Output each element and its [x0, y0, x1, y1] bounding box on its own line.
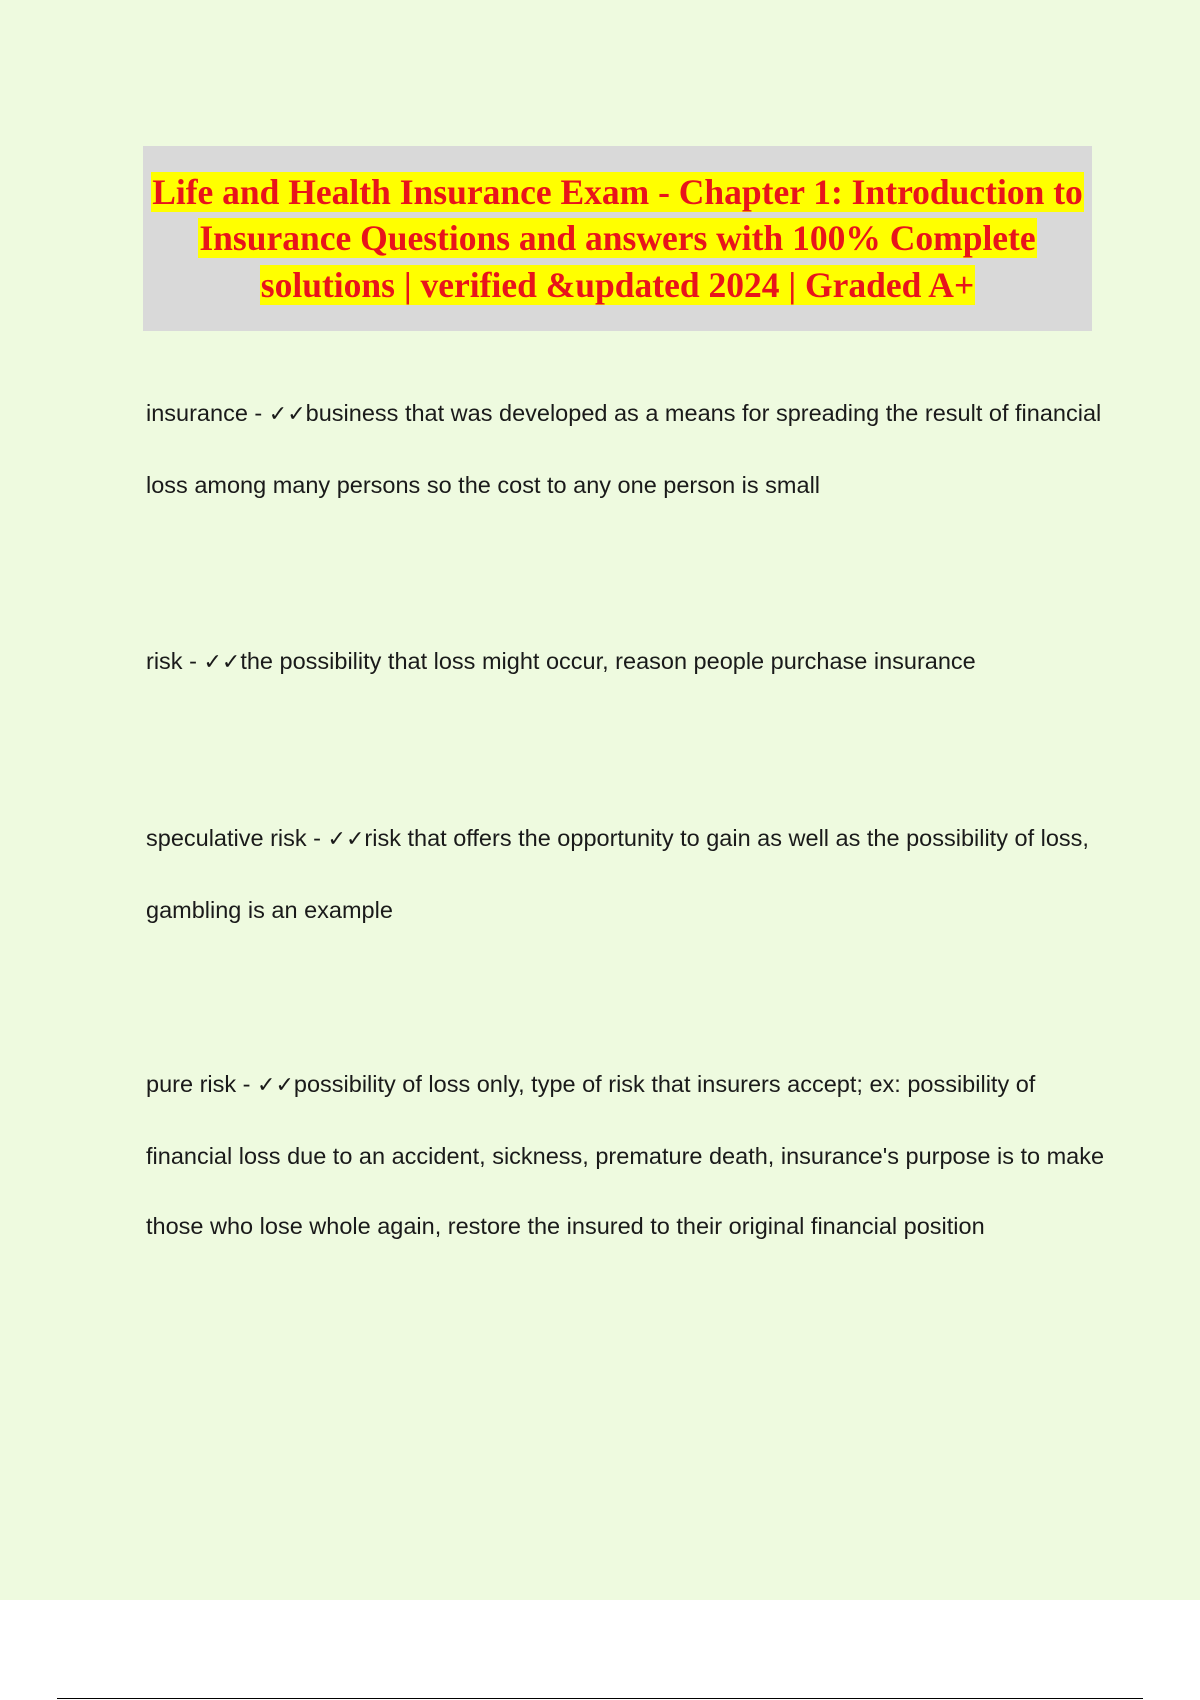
entry-term: pure risk — [146, 1071, 237, 1097]
entry-definition: business that was developed as a means for spreading the result of financial loss among many persons so the cost to any one person is small — [146, 400, 1102, 498]
footer-rule — [57, 1698, 1143, 1699]
entry-separator: - — [247, 400, 269, 426]
entry-term: risk — [146, 648, 183, 674]
double-check-icon: ✓✓ — [268, 402, 306, 427]
document-title — [145, 169, 1090, 309]
entry-definition: possibility of loss only, type of risk that insurers accept; ex: possibility of financial loss due to an accident, sickness, premature death, insurance's purpose is to make those who lose whole again, restore the insured to their original financial position — [146, 1071, 1105, 1239]
entry-definition: risk that offers the opportunity to gain as well as the possibility of loss, gambling is an example — [146, 825, 1089, 923]
flashcard-entry — [146, 1049, 1106, 1261]
flashcard-entry — [146, 803, 1106, 945]
document-title-text: Life and Health Insurance Exam - Chapter 1: Introduction to Insurance Questions and answers with 100% Complete solutions | verified &updated 2024 | Graded A+ — [152, 171, 1083, 305]
flashcard-entry — [146, 626, 1106, 698]
entry-separator: - — [182, 648, 204, 674]
entry-separator: - — [236, 1071, 258, 1097]
double-check-icon: ✓✓ — [327, 827, 365, 852]
title-banner — [143, 146, 1092, 331]
double-check-icon: ✓✓ — [203, 650, 241, 675]
entry-term: speculative risk — [146, 825, 307, 851]
entry-separator: - — [306, 825, 328, 851]
entry-definition: the possibility that loss might occur, reason people purchase insurance — [240, 648, 976, 674]
double-check-icon: ✓✓ — [257, 1073, 294, 1098]
entry-term: insurance — [146, 400, 248, 426]
flashcard-entry — [146, 378, 1106, 520]
